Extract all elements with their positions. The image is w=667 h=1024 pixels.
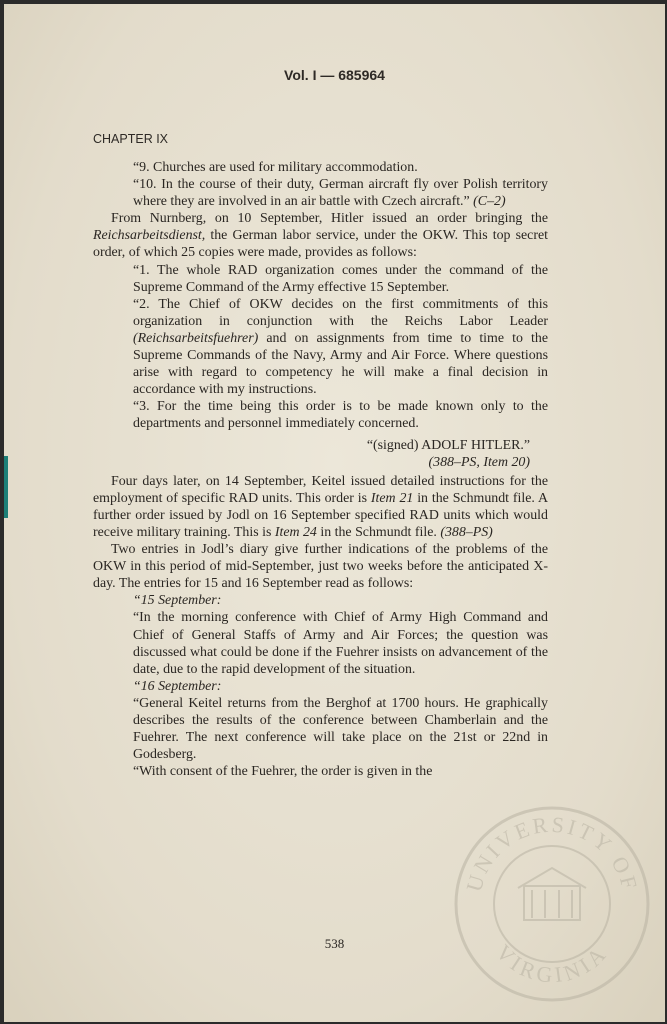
citation-ref: (388–PS)	[440, 524, 493, 540]
university-seal-watermark	[452, 804, 652, 1004]
signature-citation: (388–PS, Item 20)	[428, 454, 530, 470]
paragraph: Two entries in Jodl’s diary give further indications of the problems of the OKW in this period of mid-September, just two weeks before the anticipated X-day. The entries for 15 and 16 September read as follows:	[93, 542, 548, 592]
italic-term: (Reichsarbeitsfuehrer)	[133, 330, 259, 346]
signature-line: “(signed) ADOLF HITLER.”	[366, 437, 530, 453]
paragraph: Four days later, on 14 September, Keitel issued detailed instructions for the employment of specific RAD units. This order is Item 21 in the Schmundt file. A further order issued by Jodl on 16 September specified RAD units which would receive military training. This is Item 24 in the Schmundt file. (388–PS)	[93, 473, 548, 540]
diary-date-label: “15 September:	[133, 593, 222, 609]
diary-entry: “With consent of the Fuehrer, the order is given in the	[133, 764, 433, 780]
paragraph: From Nurnberg, on 10 September, Hitler issued an order bringing the Reichsarbeitsdienst, the German labor service, under the OKW. This top secret order, of which 25 copies were made, provides as follows:	[93, 211, 548, 261]
chapter-label: CHAPTER IX	[93, 132, 169, 146]
item-ref: Item 21	[370, 490, 414, 506]
document-page	[4, 4, 665, 1022]
page-edge-tab	[4, 456, 8, 518]
svg-text:VIRGINIA: VIRGINIA	[491, 939, 613, 988]
item-ref: Item 24	[274, 524, 317, 540]
italic-term: Reichsarbeitsdienst,	[93, 228, 206, 244]
diary-entry: “General Keitel returns from the Berghof at 1700 hours. He graphically describes the results of the conference between Chamberlain and the Fuehrer. The next conference will take place on the 21st or 22nd in Godesberg.	[133, 695, 548, 763]
running-head: Vol. I — 685964	[284, 67, 385, 83]
page-number: 538	[324, 936, 345, 951]
order-item-1: “1. The whole RAD organization comes under the command of the Supreme Command of the Army effective 15 September.	[133, 262, 548, 295]
diary-date-label: “16 September:	[133, 678, 222, 694]
order-item-3: “3. For the time being this order is to be made known only to the departments and personnel immediately concerned.	[133, 399, 548, 432]
svg-text:UNIVERSITY OF: UNIVERSITY OF	[461, 811, 643, 895]
quote-item-10: “10. In the course of their duty, German aircraft fly over Polish territory where they are involved in an air battle with Czech aircraft.” (C–2)	[133, 177, 548, 210]
order-item-2: “2. The Chief of OKW decides on the first commitments of this organization in conjunction with the Reichs Labor Leader (Reichsarbeitsfuehrer) and on assignments from time to time to the Supreme Commands of the Navy, Army and Air Force. Where questions arise with regard to competency he will make a final decision in accordance with my instructions.	[133, 296, 548, 398]
citation-ref: (C–2)	[473, 194, 506, 210]
quote-item-9: “9. Churches are used for military accommodation.	[133, 160, 418, 175]
page-body	[93, 159, 548, 780]
diary-entry: “In the morning conference with Chief of Army High Command and Chief of General Staffs of Army and Air Forces; the question was discussed what could be done if the Fuehrer insists on advancement of the date, due to the rapid development of the situation.	[133, 610, 548, 677]
